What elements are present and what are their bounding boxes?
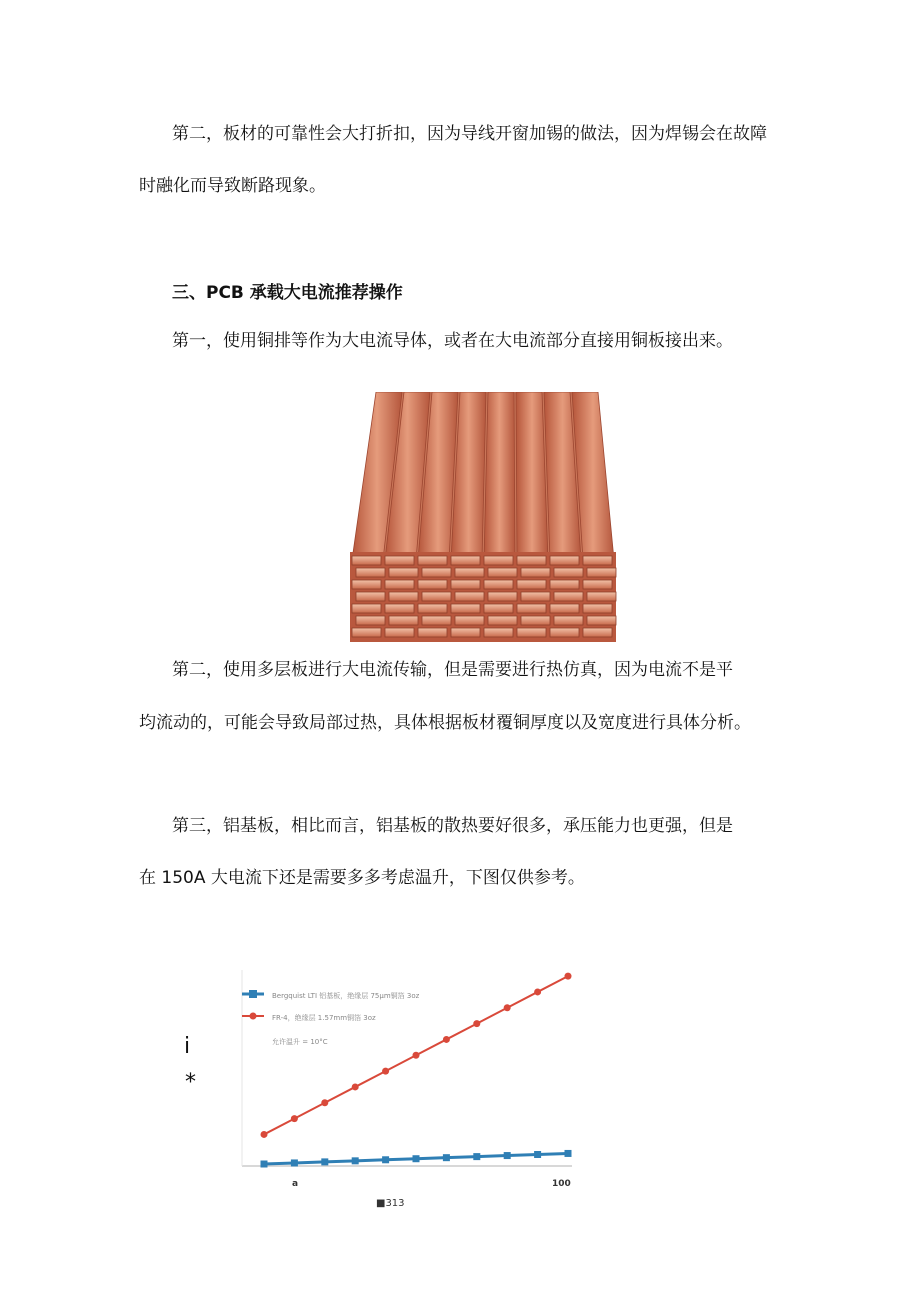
copper-bar-end (583, 604, 612, 613)
copper-bar-end (484, 628, 513, 637)
x-tick-right: 100 (552, 1179, 571, 1189)
copper-bar-end (451, 628, 480, 637)
copper-bar-end (554, 592, 583, 601)
copper-bar-end (352, 604, 381, 613)
copper-bar-end (356, 568, 385, 577)
legend-label-aluminum: Bergquist LTI 铝基板，绝缘层 75μm铜箔 3oz (272, 992, 420, 1000)
copper-bar-end (352, 628, 381, 637)
copper-bar-end (587, 568, 616, 577)
paragraph-2: 第一，使用铜排等作为大电流导体，或者在大电流部分直接用铜板接出来。 (172, 331, 733, 351)
copper-bar-end (418, 604, 447, 613)
data-point-1-4 (382, 1068, 389, 1075)
paragraph-4-line-1: 第三，铝基板，相比而言，铝基板的散热要好很多，承压能力也更强，但是 (172, 816, 733, 836)
data-point-1-0 (261, 1131, 268, 1138)
copper-bar-end (352, 580, 381, 589)
copper-bar-end (389, 616, 418, 625)
copper-bar-end (385, 604, 414, 613)
copper-bar-end (517, 556, 546, 565)
data-point-0-10 (565, 1150, 572, 1157)
copper-bar-end (356, 616, 385, 625)
data-point-0-8 (504, 1152, 511, 1159)
chart-legend (242, 990, 420, 1046)
copper-bar-end (418, 556, 447, 565)
data-point-1-10 (565, 973, 572, 980)
copper-bar-end (488, 616, 517, 625)
copper-bar-end (521, 568, 550, 577)
copper-bar-end (389, 568, 418, 577)
copper-bar-end (583, 628, 612, 637)
data-point-1-6 (443, 1036, 450, 1043)
copper-bar-end (587, 592, 616, 601)
copper-bar-end (418, 580, 447, 589)
figure-side-mark-i: i (184, 1034, 191, 1059)
figure-caption: ■313 (376, 1198, 405, 1209)
copper-bar-end (455, 568, 484, 577)
x-tick-left: a (292, 1179, 299, 1189)
copper-bar-end (550, 580, 579, 589)
copper-busbar-photo (346, 392, 618, 644)
legend-label-allowed-rise: 允许温升 = 10°C (272, 1038, 328, 1046)
copper-bar-end (488, 592, 517, 601)
copper-bar-end (550, 628, 579, 637)
data-point-0-5 (413, 1155, 420, 1162)
copper-bar-end (587, 616, 616, 625)
copper-bar-end (385, 556, 414, 565)
copper-bar-end (583, 556, 612, 565)
data-point-0-6 (443, 1154, 450, 1161)
copper-bar-end (451, 556, 480, 565)
paragraph-4-line-2: 在 150A 大电流下还是需要多多考虑温升，下图仅供参考。 (139, 868, 585, 888)
copper-bar-end (418, 628, 447, 637)
paragraph-3-line-1: 第二，使用多层板进行大电流传输，但是需要进行热仿真，因为电流不是平 (172, 660, 733, 680)
copper-bar-end (550, 604, 579, 613)
paragraph-1-line-1: 第二，板材的可靠性会大打折扣，因为导线开窗加锡的做法，因为焊锡会在故障 (172, 124, 767, 144)
data-point-0-7 (473, 1153, 480, 1160)
copper-bar-end (517, 580, 546, 589)
copper-bar-end (451, 580, 480, 589)
copper-bar-end (385, 580, 414, 589)
copper-bar-end (521, 592, 550, 601)
copper-bar-end (484, 580, 513, 589)
copper-bar-end (484, 556, 513, 565)
copper-bar-end (550, 556, 579, 565)
section-heading: 三、PCB 承载大电流推荐操作 (172, 283, 403, 303)
copper-bar-end (422, 568, 451, 577)
data-point-0-3 (352, 1157, 359, 1164)
data-point-0-9 (534, 1151, 541, 1158)
data-point-1-1 (291, 1115, 298, 1122)
copper-bar-end (517, 604, 546, 613)
copper-bar-end (422, 592, 451, 601)
copper-bar-end (356, 592, 385, 601)
copper-bar-end (517, 628, 546, 637)
paragraph-1-line-2: 时融化而导致断路现象。 (139, 176, 326, 196)
copper-bar-end (455, 616, 484, 625)
copper-bar-end (352, 556, 381, 565)
copper-bar-end (389, 592, 418, 601)
data-point-1-7 (473, 1020, 480, 1027)
copper-bar-end (385, 628, 414, 637)
figure-side-mark-star: * (185, 1070, 196, 1095)
temperature-rise-chart (180, 960, 600, 1220)
data-point-1-8 (504, 1004, 511, 1011)
data-point-1-5 (413, 1052, 420, 1059)
copper-bar-end (484, 604, 513, 613)
copper-bar-end (451, 604, 480, 613)
copper-bar-end (422, 616, 451, 625)
data-point-0-0 (261, 1161, 268, 1168)
paragraph-3-line-2: 均流动的，可能会导致局部过热，具体根据板材覆铜厚度以及宽度进行具体分析。 (139, 713, 751, 733)
data-point-0-2 (321, 1158, 328, 1165)
copper-bar-end (554, 616, 583, 625)
copper-bar-end (488, 568, 517, 577)
legend-label-fr4: FR-4，绝缘层 1.57mm铜箔 3oz (272, 1014, 376, 1022)
data-point-1-9 (534, 988, 541, 995)
copper-bar-end (554, 568, 583, 577)
copper-bar-end (583, 580, 612, 589)
data-point-0-4 (382, 1156, 389, 1163)
data-point-1-2 (321, 1099, 328, 1106)
copper-bar-end (455, 592, 484, 601)
copper-bar-end (521, 616, 550, 625)
copper-bar-top (516, 392, 548, 560)
data-point-0-1 (291, 1159, 298, 1166)
copper-bar-top (484, 392, 515, 560)
data-point-1-3 (352, 1083, 359, 1090)
